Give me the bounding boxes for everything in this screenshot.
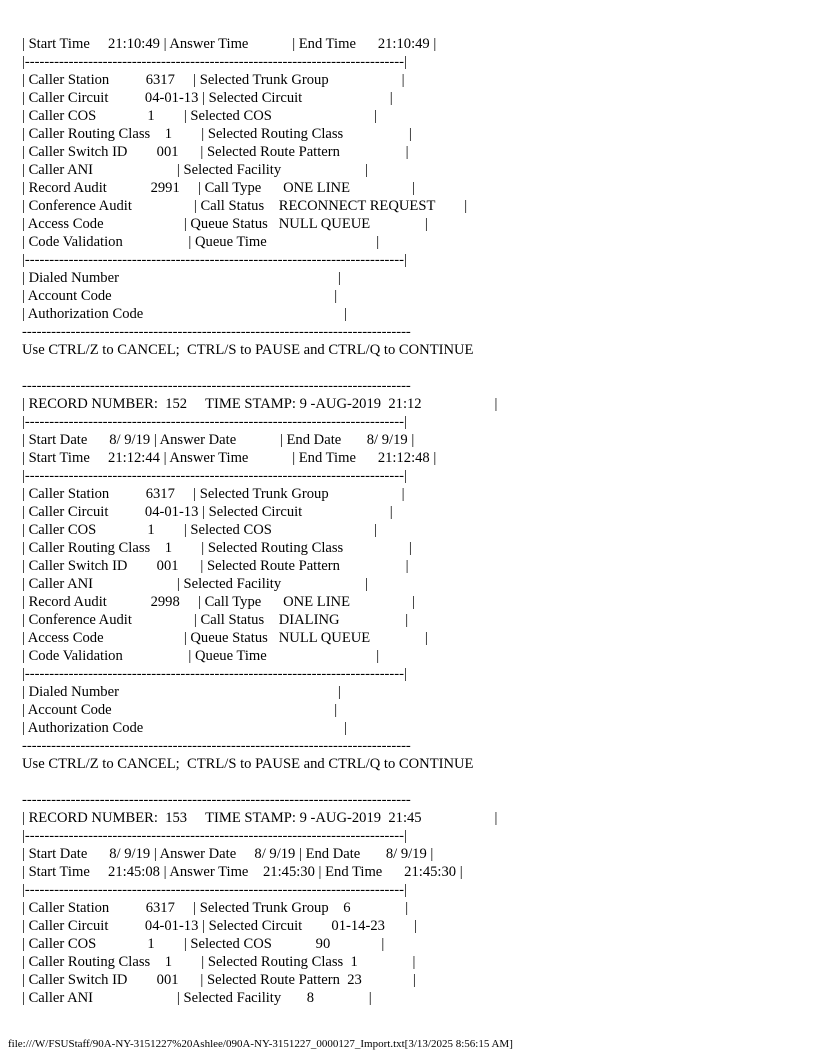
- separator-line: |------------------------------------------------------------------------------|: [22, 468, 407, 484]
- call-record-document: [22, 35, 802, 1007]
- text-line: | Caller Circuit 04-01-13 | Selected Circuit |: [22, 504, 393, 520]
- separator-line: --------------------------------------------------------------------------------: [22, 378, 411, 394]
- separator-line: |------------------------------------------------------------------------------|: [22, 882, 407, 898]
- text-line: | Start Time 21:45:08 | Answer Time 21:45:30 | End Time 21:45:30 |: [22, 864, 463, 880]
- text-line: | Caller ANI | Selected Facility |: [22, 576, 368, 592]
- separator-line: |------------------------------------------------------------------------------|: [22, 666, 407, 682]
- separator-line: --------------------------------------------------------------------------------: [22, 792, 411, 808]
- text-line: | Caller Station 6317 | Selected Trunk Group 6 |: [22, 900, 409, 916]
- text-line: | Authorization Code |: [22, 306, 347, 322]
- text-line: | Caller Circuit 04-01-13 | Selected Circuit 01-14-23 |: [22, 918, 418, 934]
- text-line: | Dialed Number |: [22, 684, 341, 700]
- text-line: | Start Date 8/ 9/19 | Answer Date 8/ 9/19 | End Date 8/ 9/19 |: [22, 846, 434, 862]
- instruction-line: Use CTRL/Z to CANCEL; CTRL/S to PAUSE and CTRL/Q to CONTINUE: [22, 342, 474, 358]
- text-line: | Caller Switch ID 001 | Selected Route Pattern |: [22, 144, 409, 160]
- text-line: | Caller Station 6317 | Selected Trunk Group |: [22, 72, 405, 88]
- instruction-line: Use CTRL/Z to CANCEL; CTRL/S to PAUSE and CTRL/Q to CONTINUE: [22, 756, 474, 772]
- text-line: | Caller Station 6317 | Selected Trunk Group |: [22, 486, 405, 502]
- text-line: | Code Validation | Queue Time |: [22, 648, 380, 664]
- text-line: | Caller Routing Class 1 | Selected Routing Class |: [22, 126, 412, 142]
- separator-line: --------------------------------------------------------------------------------: [22, 738, 411, 754]
- text-line: | Caller COS 1 | Selected COS |: [22, 108, 377, 124]
- text-line: | Conference Audit | Call Status DIALING |: [22, 612, 409, 628]
- separator-line: --------------------------------------------------------------------------------: [22, 324, 411, 340]
- separator-line: |------------------------------------------------------------------------------|: [22, 828, 407, 844]
- text-line: | Conference Audit | Call Status RECONNECT REQUEST |: [22, 198, 468, 214]
- text-line: | Account Code |: [22, 288, 338, 304]
- text-line: | Dialed Number |: [22, 270, 341, 286]
- text-line: | Record Audit 2991 | Call Type ONE LINE |: [22, 180, 415, 196]
- record-header-line: | RECORD NUMBER: 152 TIME STAMP: 9 -AUG-2019 21:12 |: [22, 396, 498, 412]
- text-line: | Caller ANI | Selected Facility |: [22, 162, 368, 178]
- text-line: | Record Audit 2998 | Call Type ONE LINE |: [22, 594, 415, 610]
- text-line: | Caller Circuit 04-01-13 | Selected Circuit |: [22, 90, 393, 106]
- blank-line: [22, 773, 802, 791]
- record-header-line: | RECORD NUMBER: 153 TIME STAMP: 9 -AUG-2019 21:45 |: [22, 810, 498, 826]
- blank-line: [22, 359, 802, 377]
- separator-line: |------------------------------------------------------------------------------|: [22, 252, 407, 268]
- text-line: | Authorization Code |: [22, 720, 347, 736]
- text-line: | Caller Routing Class 1 | Selected Routing Class 1 |: [22, 954, 416, 970]
- text-line: | Caller COS 1 | Selected COS |: [22, 522, 377, 538]
- text-line: | Account Code |: [22, 702, 338, 718]
- text-line: | Caller Switch ID 001 | Selected Route Pattern 23 |: [22, 972, 416, 988]
- text-line: | Start Time 21:12:44 | Answer Time | End Time 21:12:48 |: [22, 450, 437, 466]
- text-line: | Code Validation | Queue Time |: [22, 234, 380, 250]
- text-line: | Caller COS 1 | Selected COS 90 |: [22, 936, 385, 952]
- file-path-footer: file:///W/FSUStaff/90A-NY-3151227%20Ashlee/090A-NY-3151227_0000127_Import.txt[3/13/2025 8:56:15 AM]: [8, 1038, 513, 1050]
- text-line: | Caller Routing Class 1 | Selected Routing Class |: [22, 540, 412, 556]
- text-line: | Caller ANI | Selected Facility 8 |: [22, 990, 372, 1006]
- text-line: | Caller Switch ID 001 | Selected Route Pattern |: [22, 558, 409, 574]
- text-line: | Access Code | Queue Status NULL QUEUE |: [22, 216, 428, 232]
- text-line: | Access Code | Queue Status NULL QUEUE |: [22, 630, 428, 646]
- separator-line: |------------------------------------------------------------------------------|: [22, 54, 407, 70]
- text-line: | Start Time 21:10:49 | Answer Time | End Time 21:10:49 |: [22, 36, 437, 52]
- separator-line: |------------------------------------------------------------------------------|: [22, 414, 407, 430]
- text-line: | Start Date 8/ 9/19 | Answer Date | End Date 8/ 9/19 |: [22, 432, 415, 448]
